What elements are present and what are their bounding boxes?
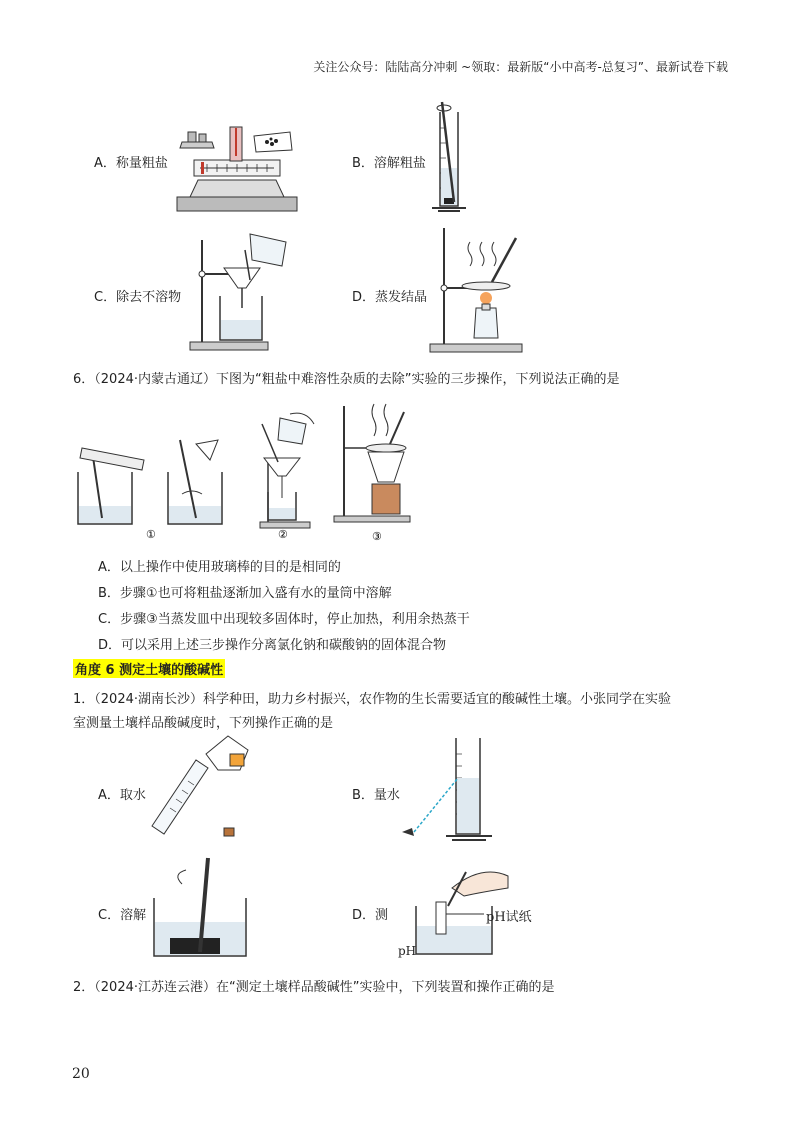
- balance-scale-figure: [172, 122, 302, 217]
- ph-paper-label: pH试纸: [486, 910, 532, 925]
- evaporation-figure: [430, 226, 530, 354]
- q6-choice-a: A．以上操作中使用玻璃棒的目的是相同的: [98, 560, 341, 575]
- q6-steps-figure: [72, 400, 422, 550]
- reading-cylinder-figure: [400, 736, 500, 848]
- section-heading: 角度 6 测定土壤的酸碱性: [73, 659, 225, 678]
- s6q1-option-c: C．溶解: [98, 908, 147, 923]
- q6-stem: 6．（2024·内蒙古通辽）下图为“粗盐中难溶性杂质的去除”实验的三步操作，下列说法正确的是: [73, 372, 620, 387]
- pouring-water-figure: [148, 732, 258, 844]
- s6q1-option-d: D．测: [352, 908, 389, 923]
- q5-option-d: D．蒸发结晶: [352, 290, 428, 305]
- q5-option-b: B．溶解粗盐: [352, 156, 426, 171]
- page-header: 关注公众号：陆陆高分冲刺 ~领取：最新版“小中高考-总复习”、最新试卷下载: [313, 60, 728, 74]
- q5-option-a: A．称量粗盐: [94, 156, 168, 171]
- filtration-figure: [190, 230, 300, 355]
- s6q2-stem: 2．（2024·江苏连云港）在“测定土壤样品酸碱性”实验中，下列装置和操作正确的是: [73, 980, 555, 995]
- q6-choice-d: D．可以采用上述三步操作分离氯化钠和碳酸钠的固体混合物: [98, 638, 447, 653]
- s6q1-stem-line1: 1．（2024·湖南长沙）科学种田，助力乡村振兴，农作物的生长需要适宜的酸碱性土壤。小张同学在实验: [73, 692, 671, 707]
- s6q1-option-a: A．取水: [98, 788, 146, 803]
- q6-choice-b: B．步骤①也可将粗盐逐渐加入盛有水的量筒中溶解: [98, 586, 392, 601]
- cylinder-stirring-figure: [430, 98, 470, 214]
- q6-choice-c: C．步骤③当蒸发皿中出现较多固体时，停止加热，利用余热蒸干: [98, 612, 470, 627]
- step-label-3: ③: [372, 530, 382, 543]
- s6q1-stem-line2: 室测量土壤样品酸碱度时，下列操作正确的是: [73, 716, 334, 731]
- s6q1-option-b: B．量水: [352, 788, 400, 803]
- step-label-1: ①: [146, 528, 156, 541]
- q5-option-c: C．除去不溶物: [94, 290, 182, 305]
- step-label-2: ②: [278, 528, 288, 541]
- dissolving-figure: [150, 856, 260, 960]
- page-number: 20: [72, 1066, 90, 1082]
- ph-label: pH: [398, 944, 417, 958]
